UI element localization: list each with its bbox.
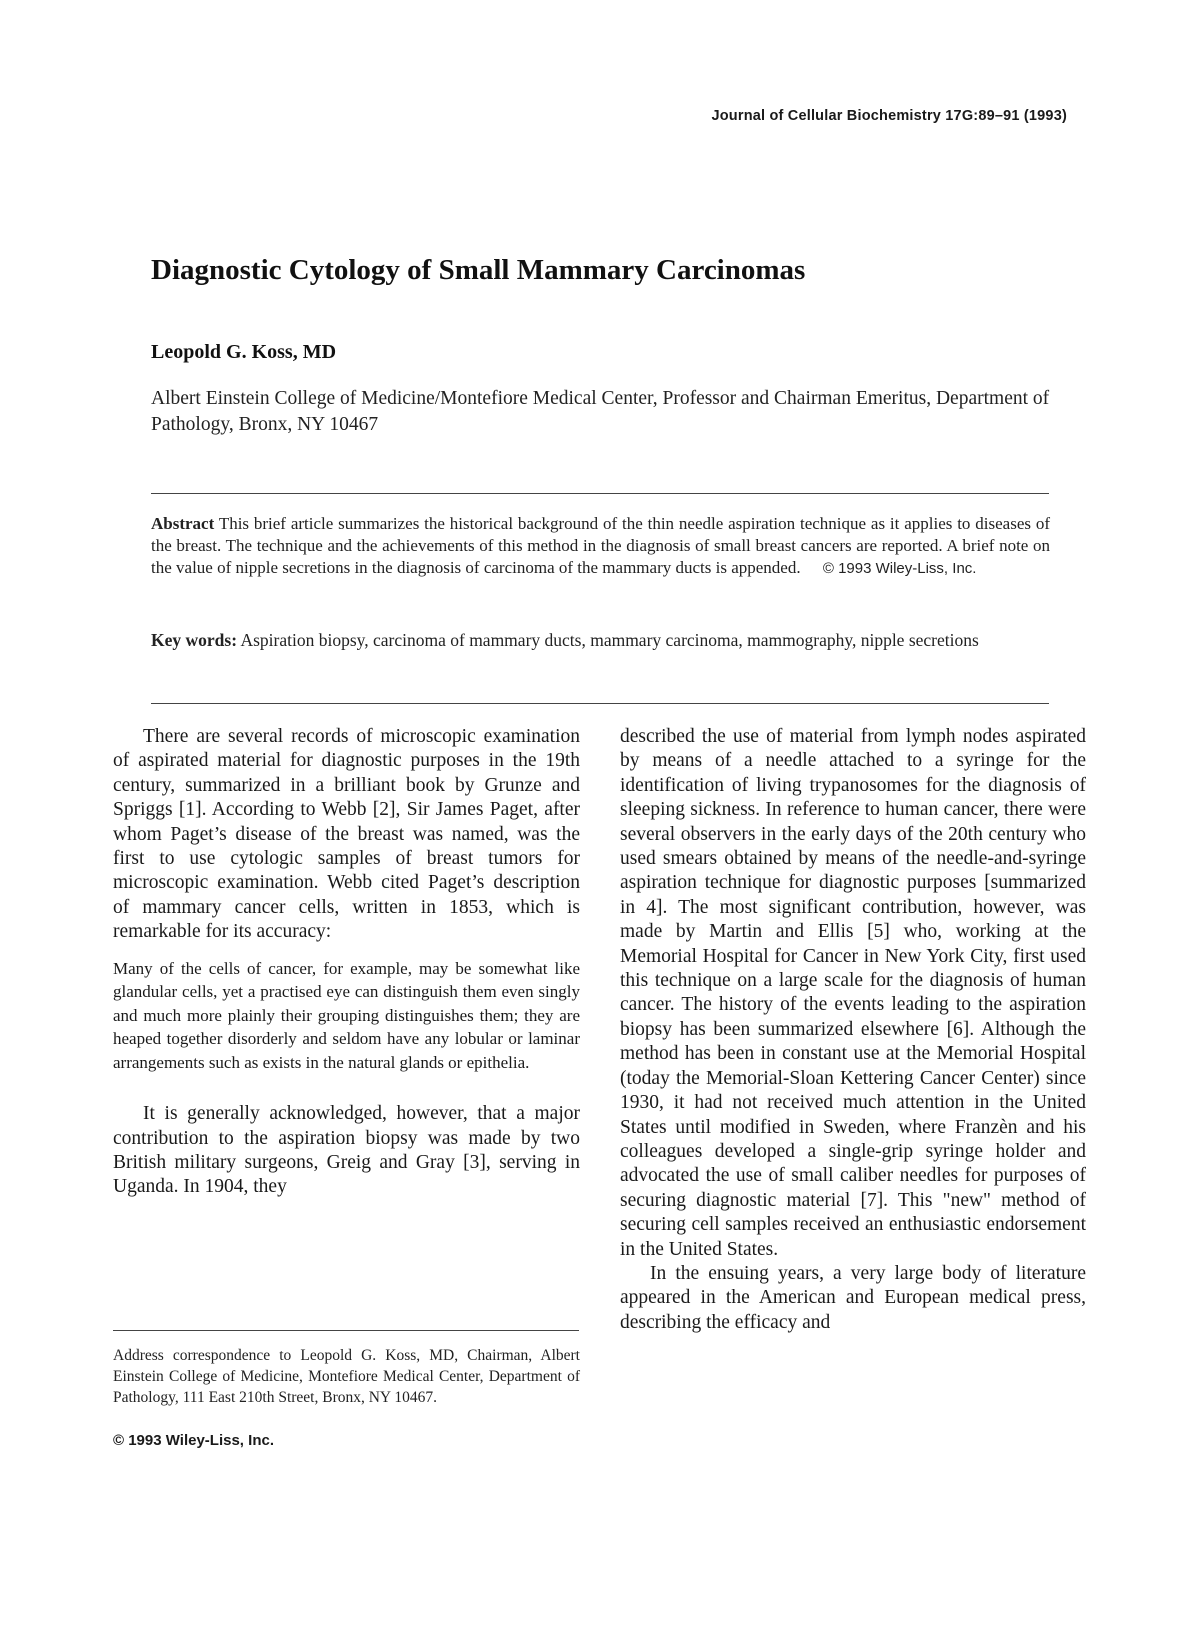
abstract-block (151, 513, 1050, 580)
body-column-left (113, 725, 580, 1200)
abstract-copyright: © 1993 Wiley-Liss, Inc. (822, 560, 977, 577)
abstract-text: This brief article summarizes the historical background of the thin needle aspiration technique as it applies to diseases of the breast. The technique and the achievements of this method in the diagnosis of small breast cancers are reported. A brief note on the value of nipple secretions in the diagnosis of carcinoma of the mammary ducts is appended. (151, 514, 1050, 577)
body-paragraph: described the use of material from lymph nodes aspirated by means of a needle attached to a syringe for the identification of living trypanosomes for the diagnosis of sleeping sickness. In reference to human cancer, there were several observers in the early days of the 20th century who used smears obtained by means of the needle-and-syringe aspiration technique for diagnostic purposes [summarized in 4]. The most significant contribution, however, was made by Martin and Ellis [5] who, working at the Memorial Hospital for Cancer in New York City, first used this technique on a large scale for the diagnosis of human cancer. The history of the events leading to the aspiration biopsy has been summarized elsewhere [6]. Although the method has been in constant use at the Memorial Hospital (today the Memorial-Sloan Kettering Cancer Center) since 1930, it had not received much attention in the United States until modified in Sweden, where Franzèn and his colleagues developed a single-grip syringe holder and advocated the use of small caliber needles for purposes of securing diagnostic material [7]. This "new" method of securing cell samples received an enthusiastic endorsement in the United States. (620, 726, 1086, 1260)
author-name: Leopold G. Koss, MD (151, 341, 337, 363)
abstract-top-rule (151, 493, 1049, 494)
paget-quotation: Many of the cells of cancer, for example, may be somewhat like glandular cells, yet a practised eye can distinguish them even singly and much more plainly their grouping distinguishes them; they are heaped together disorderly and seldom have any lobular or laminar arrangements such as exists in the natural glands or epithelia. (113, 958, 580, 1072)
footnote-copyright: © 1993 Wiley-Liss, Inc. (113, 1432, 274, 1449)
keywords-label: Key words: (151, 630, 238, 650)
abstract-bottom-rule (151, 703, 1049, 704)
abstract-label: Abstract (151, 514, 215, 533)
article-title: Diagnostic Cytology of Small Mammary Carcinomas (151, 254, 806, 286)
footnote-rule (113, 1330, 579, 1331)
keywords-text: Aspiration biopsy, carcinoma of mammary ducts, mammary carcinoma, mammography, nipple secretions (240, 630, 979, 650)
body-paragraph: It is generally acknowledged, however, that a major contribution to the aspiration biopsy was made by two British military surgeons, Greig and Gray [3], serving in Uganda. In 1904, they (113, 1103, 580, 1198)
keywords-block (151, 629, 1050, 651)
body-paragraph: In the ensuing years, a very large body of literature appeared in the American and European medical press, describing the efficacy and (620, 1262, 1086, 1333)
correspondence-footnote: Address correspondence to Leopold G. Koss, MD, Chairman, Albert Einstein College of Medicine, Montefiore Medical Center, Department of Pathology, 111 East 210th Street, Bronx, NY 10467. (113, 1347, 580, 1406)
body-paragraph: There are several records of microscopic examination of aspirated material for diagnostic purposes in the 19th century, summarized in a brilliant book by Grunze and Spriggs [1]. According to Webb [2], Sir James Paget, after whom Paget’s disease of the breast was named, was the first to use cytologic samples of breast tumors for microscopic examination. Webb cited Paget’s description of mammary cancer cells, written in 1853, which is remarkable for its accuracy: (113, 726, 580, 943)
author-affiliation: Albert Einstein College of Medicine/Montefiore Medical Center, Professor and Chairman Emeritus, Department of Pathology, Bronx, NY 10467 (151, 388, 1050, 435)
journal-running-head: Journal of Cellular Biochemistry 17G:89–91 (1993) (711, 108, 1067, 124)
body-column-right (620, 725, 1086, 1335)
